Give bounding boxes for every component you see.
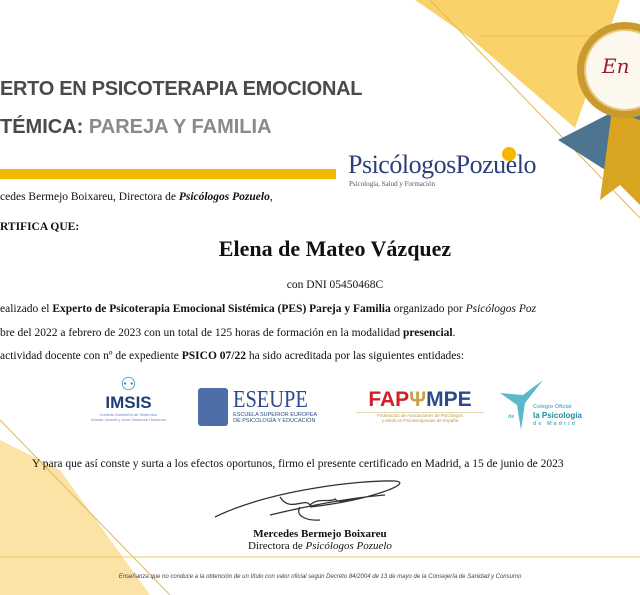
body-line-3: actividad docente con nº de expediente PSICO 07/22 ha sido acreditada por las siguientes entidades: [0, 350, 465, 362]
body-line-2: bre del 2022 a febrero de 2023 con un total de 125 horas de formación en la modalidad presencial. [0, 327, 456, 339]
title-dark: TÉMICA: [0, 116, 89, 138]
logo-tagline: Psicología, Salud y Formación [349, 180, 435, 188]
eseupe-logo: ESEUPE ESCUELA SUPERIOR EUROPEA DE PSICOLOGÍA Y EDUCACIÓN [198, 388, 321, 426]
cop-madrid-logo: Colegio Oficial de la Psicología de Madrid [495, 375, 590, 433]
signatory-role: Directora de Psicólogos Pozuelo [248, 540, 392, 552]
certificate-title-line1: ERTO EN PSICOTERAPIA EMOCIONAL [0, 78, 363, 100]
certificate-title-line2 [0, 116, 272, 139]
recipient-name: Elena de Mateo Vázquez [218, 236, 452, 261]
intro-line: cedes Bermejo Boixareu, Directora de Psicólogos Pozuelo, [0, 191, 273, 203]
legal-footer: Enseñanza que no conduce a la obtención de un título con valor oficial según Decreto 84/2004 de 13 de mayo de la Consejería de Sanidad y Consumo [118, 574, 522, 580]
certifies-label: RTIFICA QUE: [0, 221, 80, 233]
yellow-bar [0, 169, 336, 179]
body-line-1: ealizado el Experto de Psicoterapia Emocional Sistémica (PES) Pareja y Familia organizado por Psicólogos Poz [0, 303, 537, 315]
signature-icon [210, 475, 420, 525]
closing-statement: Y para que así conste y surta a los efectos oportunos, firmo el presente certificado en Madrid, a 15 de junio de 2023 [32, 458, 564, 470]
fapymp-logo: FAPΨMPE Federación de Asociaciones de Psicólogos y Médicos Psicoterapeutas de España [356, 388, 484, 423]
imsis-logo: ⚇ IMSIS Instituto Madrileño de Sistémica Infanto-Juvenil y otros Sistemas Humanos [91, 374, 166, 422]
seal-icon [577, 22, 640, 205]
dni-line: con DNI 05450468C [286, 279, 384, 291]
title-light: PAREJA Y FAMILIA [88, 116, 272, 138]
signatory-name: Mercedes Bermejo Boixareu [253, 528, 387, 540]
psicologos-pozuelo-logo: PsicólogosPozuelo [348, 150, 536, 179]
seal-text: En [602, 54, 630, 78]
